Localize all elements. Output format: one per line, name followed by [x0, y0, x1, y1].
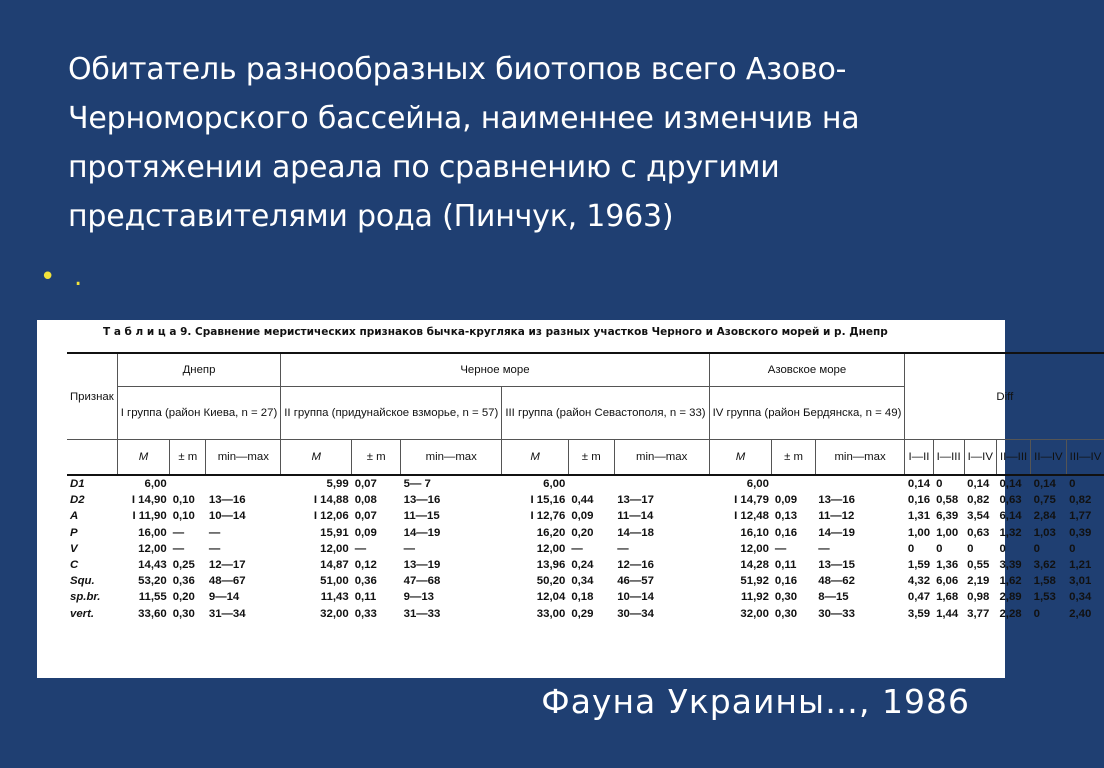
table-cell	[206, 475, 281, 492]
table-cell: 3,59	[907, 607, 931, 620]
table-cell: 2,40	[1069, 607, 1092, 620]
table-cell: 1,68	[936, 591, 959, 604]
row-sign: D1	[70, 478, 85, 491]
table-cell: 16,00	[138, 526, 167, 539]
stat-header: min—max	[401, 440, 502, 476]
table-cell: —	[172, 526, 185, 539]
table-cell: 6,06	[936, 575, 959, 588]
table-cell: 12—16	[617, 559, 654, 572]
table-cell	[170, 475, 206, 492]
table-cell: 53,20	[138, 575, 167, 588]
table-cell: 32,00	[320, 607, 349, 620]
table-cell: 12,04	[536, 591, 566, 604]
table-cell: 11—12	[818, 510, 855, 523]
table-cell	[815, 475, 905, 492]
row-sign: V	[70, 542, 78, 555]
table-cell: 1,03	[1033, 526, 1056, 539]
table-cell: 0	[1033, 607, 1041, 620]
table-cell: 0,29	[571, 607, 594, 620]
table-cell: 0,30	[774, 607, 798, 620]
group-header-4: IV группа (район Бердянска, n = 49)	[709, 387, 905, 440]
table-cell: I 15,16	[530, 494, 566, 507]
table-cell: 0	[907, 542, 915, 555]
table-cell: 0	[999, 542, 1006, 555]
table-cell: —	[818, 542, 830, 555]
table-cell: 3,01	[1069, 575, 1092, 588]
table-cell: 2,84	[1033, 510, 1056, 523]
table-row	[67, 525, 1104, 541]
table-cell: 0	[1069, 478, 1076, 491]
row-sign: D2	[70, 494, 85, 507]
table-cell: 0,98	[967, 591, 990, 604]
table-cell: 12,00	[740, 542, 769, 555]
row-sign: Squ.	[70, 575, 95, 588]
table-cell: 2,19	[967, 575, 990, 588]
table-cell: —	[617, 542, 629, 555]
table-cell: 1,44	[936, 607, 959, 620]
table-cell: 6,39	[936, 510, 959, 523]
table-row	[67, 606, 1104, 622]
table-cell: 0,82	[967, 494, 990, 507]
table-cell: 13—16	[208, 494, 246, 507]
table-cell: 0,58	[936, 494, 959, 507]
table-cell: 1,59	[907, 559, 931, 572]
table-cell: 0,30	[774, 591, 798, 604]
table-cell: 31—34	[208, 607, 246, 620]
table-cell: 50,20	[536, 575, 566, 588]
table-cell: 3,54	[967, 510, 990, 523]
table-cell: —	[208, 542, 221, 555]
table-cell: I 14,88	[313, 494, 349, 507]
table-cell: 0,14	[1033, 478, 1056, 491]
table-cell: 0,34	[571, 575, 594, 588]
table-cell: 16,20	[536, 526, 566, 539]
table-cell: 0,25	[172, 559, 195, 572]
table-cell: 11—15	[403, 510, 440, 523]
table-cell: 13,96	[536, 559, 566, 572]
table-cell: 11,43	[320, 591, 349, 604]
sign-header-spacer	[67, 440, 117, 476]
table-cell: 0,44	[571, 494, 594, 507]
table-cell: 0,09	[354, 526, 377, 539]
table-cell: 11—14	[617, 510, 654, 523]
table-cell: 14—18	[617, 526, 654, 539]
table-cell: 0	[1033, 542, 1041, 555]
stat-header: M	[502, 440, 569, 476]
table-cell: 32,00	[740, 607, 769, 620]
diff-comparison-header: I—IV	[964, 440, 996, 476]
table-cell: 0	[936, 478, 943, 491]
table-cell: 0,36	[172, 575, 195, 588]
table-cell: 0,16	[907, 494, 931, 507]
table-cell: 0,18	[571, 591, 594, 604]
stat-header: M	[281, 440, 352, 476]
bullet-icon: •	[40, 262, 56, 292]
table-cell: 4,32	[907, 575, 931, 588]
table-cell: 0,55	[967, 559, 990, 572]
table-cell	[614, 475, 709, 492]
sign-header: Признак	[67, 353, 117, 440]
table-cell: 0,16	[774, 526, 798, 539]
table-cell: 0,09	[774, 494, 798, 507]
table-cell: 1,77	[1069, 510, 1092, 523]
table-cell: 16,10	[740, 526, 769, 539]
table-cell: 13—17	[617, 494, 654, 507]
table-cell	[568, 475, 614, 492]
table-cell: 6,00	[746, 478, 769, 491]
row-sign: sp.br.	[70, 591, 101, 604]
table-cell: 12—17	[208, 559, 246, 572]
table-cell: 33,00	[536, 607, 566, 620]
group-header-2: II группа (придунайское взморье, n = 57)	[281, 387, 502, 440]
region-header-dnepr: Днепр	[117, 353, 281, 387]
table-cell: 0,08	[354, 494, 377, 507]
table-cell: 0,16	[774, 575, 798, 588]
table-cell: —	[354, 542, 367, 555]
table-cell: 0,07	[354, 510, 377, 523]
table-cell: 48—62	[818, 575, 855, 588]
table-cell: 30—33	[818, 607, 855, 620]
table-cell: 5,99	[326, 478, 349, 491]
table-row	[67, 557, 1104, 573]
table-cell: 0,34	[1069, 591, 1092, 604]
meristic-table	[67, 352, 1104, 622]
table-cell: 13—19	[403, 559, 441, 572]
table-cell: 1,62	[999, 575, 1022, 588]
table-cell: 47—68	[403, 575, 441, 588]
table-cell: 0,47	[907, 591, 931, 604]
table-cell: 14—19	[403, 526, 441, 539]
diff-header: Diff	[905, 353, 1104, 440]
table-cell: 1,00	[936, 526, 959, 539]
table-cell: 14,43	[138, 559, 167, 572]
table-cell: —	[571, 542, 583, 555]
table-cell: 51,92	[740, 575, 769, 588]
table-cell: 0	[936, 542, 943, 555]
bullet-item	[40, 262, 82, 292]
table-cell: 13—15	[818, 559, 855, 572]
table-cell: 3,62	[1033, 559, 1056, 572]
table-cell: 13—16	[403, 494, 441, 507]
header-row-regions	[67, 353, 1104, 387]
table-image	[37, 320, 1102, 678]
table-cell: 2,28	[999, 607, 1022, 620]
diff-comparison-header: II—III	[996, 440, 1030, 476]
table-row	[67, 492, 1104, 508]
table-cell: —	[403, 542, 415, 555]
table-cell: 14,28	[740, 559, 769, 572]
diff-comparison-header: I—III	[933, 440, 964, 476]
table-cell: 0	[1069, 542, 1076, 555]
table-cell: 31—33	[403, 607, 441, 620]
table-cell: 3,77	[967, 607, 990, 620]
table-cell: 0	[967, 542, 974, 555]
table-row	[67, 573, 1104, 589]
table-row	[67, 589, 1104, 605]
table-cell: 14—19	[818, 526, 855, 539]
table-row	[67, 475, 1104, 492]
stat-header: min—max	[815, 440, 905, 476]
table-cell: 0,14	[907, 478, 931, 491]
table-cell: 0,82	[1069, 494, 1092, 507]
table-cell: 11,55	[138, 591, 167, 604]
table-cell: 3,39	[999, 559, 1022, 572]
table-cell: 51,00	[320, 575, 349, 588]
table-cell: 1,31	[907, 510, 931, 523]
table-cell: 0,36	[354, 575, 377, 588]
table-cell: 0,30	[172, 607, 195, 620]
table-cell: 0,39	[1069, 526, 1092, 539]
diff-comparison-header: II—IV	[1031, 440, 1066, 476]
table-cell: 0,20	[172, 591, 195, 604]
table-cell: 13—16	[818, 494, 855, 507]
table-cell: I 14,90	[131, 494, 167, 507]
table-cell: 1,32	[999, 526, 1022, 539]
table-cell: 0,09	[571, 510, 594, 523]
table-cell: 0,14	[999, 478, 1022, 491]
table-cell: 15,91	[320, 526, 349, 539]
table-cell: 6,14	[999, 510, 1022, 523]
group-header-3: III группа (район Севастополя, n = 33)	[502, 387, 709, 440]
stat-header: min—max	[206, 440, 281, 476]
table-cell: —	[774, 542, 787, 555]
table-cell: 0,75	[1033, 494, 1056, 507]
table-cell: 1,21	[1069, 559, 1092, 572]
row-sign: C	[70, 559, 79, 572]
table-cell: 46—57	[617, 575, 654, 588]
table-cell: 5— 7	[403, 478, 431, 491]
table-cell: 0,07	[354, 478, 377, 491]
table-cell: 0,33	[354, 607, 377, 620]
table-cell: 14,87	[320, 559, 349, 572]
slide-title: Обитатель разнообразных биотопов всего Азово-Черноморского бассейна, наименнее изменчив на протяжении ареала по сравнению с другими представителями рода (Пинчук, 1963)	[68, 52, 860, 234]
stat-header: M	[709, 440, 772, 476]
table-cell: 0,11	[774, 559, 797, 572]
table-cell: 6,00	[144, 478, 167, 491]
table-cell: 0,63	[999, 494, 1022, 507]
table-body	[67, 475, 1104, 622]
row-sign: P	[70, 526, 78, 539]
stat-header: ± m	[170, 440, 206, 476]
table-cell: I 11,90	[132, 510, 167, 523]
table-row	[67, 541, 1104, 557]
table-cell: 1,36	[936, 559, 959, 572]
region-header-black-sea: Черное море	[281, 353, 709, 387]
row-sign: A	[70, 510, 79, 523]
row-sign: vert.	[70, 607, 95, 620]
table-cell: 1,53	[1033, 591, 1056, 604]
table-cell: 0,10	[172, 510, 195, 523]
table-cell: 33,60	[138, 607, 167, 620]
stat-header: ± m	[568, 440, 614, 476]
table-cell: 30—34	[617, 607, 654, 620]
table-cell: 2,89	[999, 591, 1022, 604]
table-cell: 1,00	[907, 526, 931, 539]
table-cell	[772, 475, 815, 492]
table-cell: 0,63	[967, 526, 990, 539]
table-caption: Т а б л и ц а 9. Сравнение меристических признаков бычка-кругляка из разных участков Черного и Азовского морей и р. Днепр	[103, 326, 888, 338]
group-header-1: I группа (район Киева, n = 27)	[117, 387, 281, 440]
table-cell: 9—13	[403, 591, 435, 604]
table-cell: 8—15	[818, 591, 849, 604]
table-cell: 48—67	[208, 575, 246, 588]
diff-comparison-header: I—II	[905, 440, 933, 476]
region-header-azov-sea: Азовское море	[709, 353, 905, 387]
table-cell: 0,11	[354, 591, 377, 604]
bullet-text: .	[74, 262, 83, 292]
header-row-stats	[67, 440, 1104, 476]
table-cell: 6,00	[543, 478, 566, 491]
stat-header: ± m	[772, 440, 815, 476]
stat-header: M	[117, 440, 169, 476]
table-cell: —	[208, 526, 221, 539]
table-cell: 0,12	[354, 559, 377, 572]
table-row	[67, 508, 1104, 524]
stat-header: min—max	[614, 440, 709, 476]
source-citation: Фауна Украины…, 1986	[541, 682, 970, 721]
table-cell: 0,24	[571, 559, 594, 572]
table-cell: 0,10	[172, 494, 195, 507]
table-cell: 9—14	[208, 591, 240, 604]
table-cell: 12,00	[320, 542, 349, 555]
table-cell: I 14,79	[734, 494, 769, 507]
stat-header: ± m	[352, 440, 401, 476]
table-cell: I 12,06	[313, 510, 349, 523]
table-cell: 10—14	[208, 510, 246, 523]
table-cell: 0,14	[967, 478, 990, 491]
table-cell: I 12,76	[530, 510, 566, 523]
table-cell: 10—14	[617, 591, 654, 604]
table-cell: 12,00	[138, 542, 167, 555]
table-cell: 1,58	[1033, 575, 1056, 588]
table-cell: 0,13	[774, 510, 798, 523]
table-cell: 12,00	[536, 542, 566, 555]
table-cell: 0,20	[571, 526, 594, 539]
diff-comparison-header: III—IV	[1066, 440, 1104, 476]
table-cell: 11,92	[741, 591, 769, 604]
table-cell: —	[172, 542, 185, 555]
table-cell: I 12,48	[734, 510, 769, 523]
